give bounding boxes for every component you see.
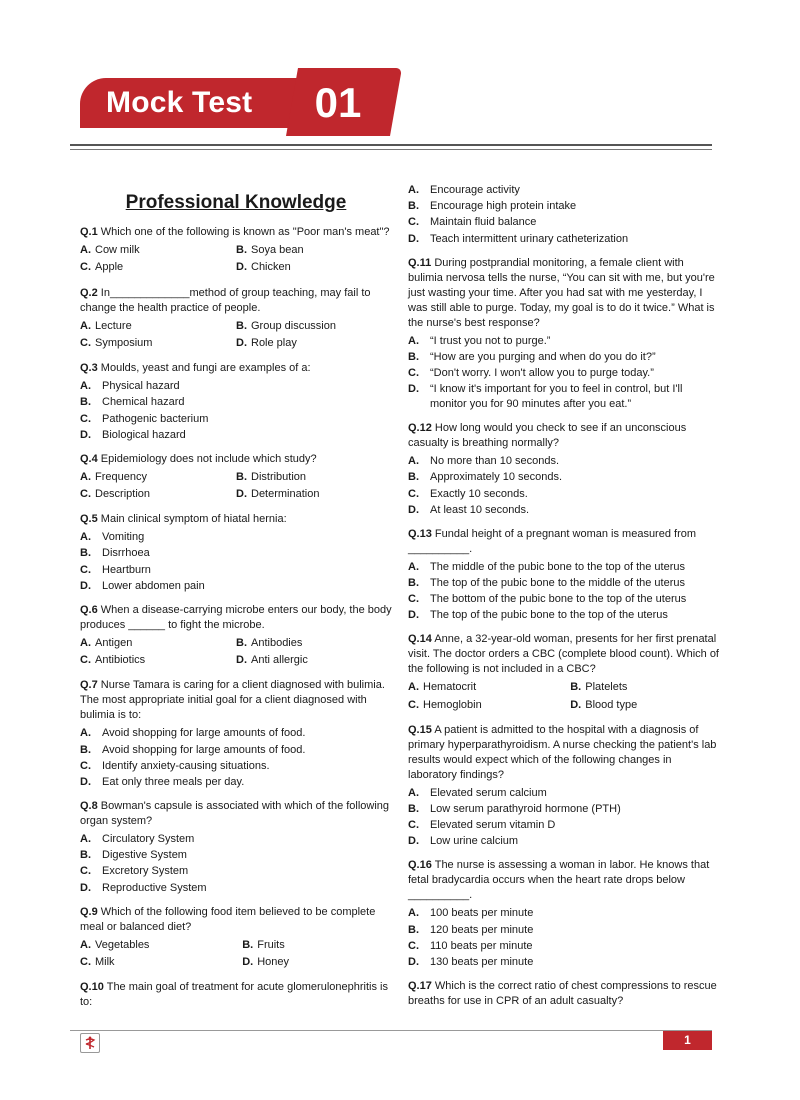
option-d: D. Honey	[242, 955, 290, 968]
question-text: A patient is admitted to the hospital with a diagnosis of primary hyperparathyroidism. A nurse checking the patient's lab results would expect which of the following changes in laboratory findings?	[408, 723, 717, 781]
question-17	[408, 979, 720, 1009]
option-d: D. Low urine calcium	[408, 835, 519, 848]
option-b: B. The top of the pubic bone to the middle of the uterus	[408, 576, 686, 589]
question-15	[408, 723, 720, 850]
question-number: Q.4	[80, 452, 98, 465]
question-10-options	[408, 183, 720, 247]
question-text: The main goal of treatment for acute glomerulonephritis is to:	[80, 981, 388, 1009]
question-number: Q.11	[408, 256, 432, 269]
option-a: A. Circulatory System	[80, 832, 195, 845]
question-14	[408, 632, 720, 714]
left-column	[80, 190, 392, 1019]
option-a: A. Avoid shopping for large amounts of food.	[80, 727, 306, 740]
option-a: A. Lecture	[80, 319, 132, 332]
question-text: Which of the following food item believed to be complete meal or balanced diet?	[80, 905, 376, 933]
option-d: D. 130 beats per minute	[408, 955, 534, 968]
option-c: C. Maintain fluid balance	[408, 216, 537, 229]
option-c: C. Antibiotics	[80, 654, 146, 667]
question-number: Q.14	[408, 633, 432, 646]
option-b: B. Distribution	[236, 470, 307, 483]
question-text: Fundal height of a pregnant woman is measured from __________.	[408, 527, 697, 555]
option-b: B. Group discussion	[236, 319, 336, 332]
question-2	[80, 286, 392, 353]
option-a: A. Hematocrit	[408, 681, 477, 694]
question-number: Q.17	[408, 979, 432, 992]
question-4	[80, 452, 392, 504]
question-text: Moulds, yeast and fungi are examples of a:	[100, 362, 311, 375]
question-number: Q.5	[80, 513, 98, 526]
option-a: A. Encourage activity	[408, 184, 520, 196]
option-c: C. Pathogenic bacterium	[80, 412, 209, 425]
question-text: How long would you check to see if an unconscious casualty is breathing normally?	[408, 422, 687, 450]
question-number: Q.3	[80, 362, 98, 375]
question-number: Q.15	[408, 723, 432, 736]
option-b: B. Low serum parathyroid hormone (PTH)	[408, 803, 621, 815]
question-text: When a disease-carrying microbe enters our body, the body produces ______ to fight the microbe.	[80, 603, 392, 631]
question-text: Main clinical symptom of hiatal hernia:	[100, 513, 287, 526]
option-b: B. Soya bean	[236, 244, 304, 256]
question-16	[408, 858, 720, 970]
question-number: Q.9	[80, 905, 98, 918]
question-text: Which is the correct ratio of chest compressions to rescue breaths for use in CPR of an adult casualty?	[408, 979, 717, 1007]
question-text: Which one of the following is known as "Poor man's meat"?	[100, 226, 390, 238]
option-a: A. Vomiting	[80, 531, 145, 544]
option-c: C. 110 beats per minute	[408, 939, 533, 952]
option-c: C. Milk	[80, 955, 115, 968]
section-title: Professional Knowledge	[125, 192, 347, 213]
option-c: C. Symposium	[80, 336, 153, 349]
question-5	[80, 512, 392, 594]
option-a: A. Antigen	[80, 636, 133, 649]
option-d: D. The top of the pubic bone to the top of the uterus	[408, 609, 668, 622]
footer-rule	[70, 1030, 712, 1031]
option-a: A. Frequency	[80, 470, 147, 483]
question-11	[408, 256, 720, 413]
question-number: Q.7	[80, 679, 98, 692]
question-number: Q.1	[80, 226, 98, 238]
question-3	[80, 361, 392, 443]
option-d: D. Blood type	[570, 698, 638, 711]
option-a: A. The middle of the pubic bone to the top of the uterus	[408, 560, 686, 573]
option-d: D. Biological hazard	[80, 428, 186, 441]
option-d: D. Reproductive System	[80, 881, 207, 894]
option-a: A. No more than 10 seconds.	[408, 455, 560, 468]
question-text: Epidemiology does not include which study?	[100, 452, 317, 465]
question-10	[80, 980, 392, 1010]
option-d: D. Anti allergic	[236, 654, 308, 667]
question-number: Q.13	[408, 527, 432, 540]
option-c: C. “Don't worry. I won't allow you to purge today.”	[408, 366, 654, 379]
question-number: Q.2	[80, 286, 98, 299]
option-b: B. Avoid shopping for large amounts of food.	[80, 743, 306, 756]
option-a: A. Cow milk	[80, 244, 140, 256]
option-c: C. Identify anxiety-causing situations.	[80, 759, 270, 772]
option-b: B. Encourage high protein intake	[408, 200, 577, 213]
option-a: A. 100 beats per minute	[408, 907, 534, 920]
question-number: Q.8	[80, 799, 98, 812]
option-b: B. Platelets	[570, 681, 628, 694]
question-number: Q.12	[408, 422, 432, 435]
option-a: A. Physical hazard	[80, 380, 180, 393]
option-c: C. Elevated serum vitamin D	[408, 819, 556, 832]
banner-number: 01	[314, 79, 362, 126]
question-13	[408, 527, 720, 624]
option-b: B. Digestive System	[80, 849, 187, 862]
option-c: C. Exactly 10 seconds.	[408, 487, 528, 500]
mock-test-banner	[80, 68, 390, 136]
question-7	[80, 678, 392, 790]
question-9	[80, 905, 392, 972]
option-d: D. Determination	[236, 488, 320, 501]
page-number: 1	[663, 1031, 712, 1050]
question-1	[80, 225, 392, 277]
option-c: C. Description	[80, 488, 151, 501]
caduceus-logo-icon	[80, 1033, 100, 1053]
option-d: D. Role play	[236, 336, 297, 349]
question-text: The nurse is assessing a woman in labor. He knows that fetal bradycardia occurs when the heart rate drops below __________.	[408, 859, 710, 902]
header-rule-thin	[70, 149, 712, 150]
question-8	[80, 799, 392, 896]
right-column	[408, 183, 720, 1018]
question-6	[80, 603, 392, 670]
option-b: B. “How are you purging and when do you do it?”	[408, 350, 656, 363]
option-b: B. Approximately 10 seconds.	[408, 471, 563, 484]
option-c: C. The bottom of the pubic bone to the top of the uterus	[408, 593, 687, 606]
question-text: Anne, a 32-year-old woman, presents for her first prenatal visit. The doctor orders a CBC (complete blood count). Which of the following is not included in a CBC?	[408, 633, 719, 676]
option-b: B. 120 beats per minute	[408, 923, 534, 936]
option-d: D. Eat only three meals per day.	[80, 775, 245, 788]
option-c: C. Heartburn	[80, 563, 151, 576]
option-c: C. Excretory System	[80, 865, 189, 878]
option-d: D. Chicken	[236, 261, 291, 274]
option-a: A. Elevated serum calcium	[408, 786, 547, 799]
option-d: D. At least 10 seconds.	[408, 503, 530, 516]
question-text: Nurse Tamara is caring for a client diagnosed with bulimia. The most appropriate initial goal for a client diagnosed with bulimia is to:	[80, 679, 385, 722]
question-number: Q.16	[408, 859, 432, 872]
option-d: D. “I know it's important for you to feel in control, but I'll monitor you for 90 minutes after you eat.”	[408, 383, 683, 411]
question-text: Bowman's capsule is associated with which of the following organ system?	[80, 799, 390, 827]
question-number: Q.10	[80, 981, 104, 994]
question-number: Q.6	[80, 603, 98, 616]
option-c: C. Apple	[80, 261, 124, 274]
option-b: B. Chemical hazard	[80, 396, 185, 409]
option-a: A. “I trust you not to purge.”	[408, 334, 551, 347]
question-text: During postprandial monitoring, a female client with bulimia nervosa tells the nurse, “You can sit with me, but you're just wasting your time. After you had sat with me yesterday, I was still able to purge. Today, my goal is to do it twice.” What is the nurse's best response?	[408, 256, 715, 329]
option-b: B. Antibodies	[236, 636, 303, 649]
option-d: D. Lower abdomen pain	[80, 579, 205, 592]
banner-title: Mock Test	[106, 86, 253, 119]
question-12	[408, 421, 720, 518]
option-a: A. Vegetables	[80, 938, 150, 951]
option-c: C. Hemoglobin	[408, 698, 482, 711]
header-rule-thick	[70, 144, 712, 146]
option-b: B. Fruits	[242, 938, 285, 951]
option-b: B. Disrrhoea	[80, 547, 150, 560]
option-d: D. Teach intermittent urinary catheterization	[408, 232, 629, 245]
question-text: In_____________method of group teaching, may fail to change the health practice of people.	[80, 286, 371, 314]
